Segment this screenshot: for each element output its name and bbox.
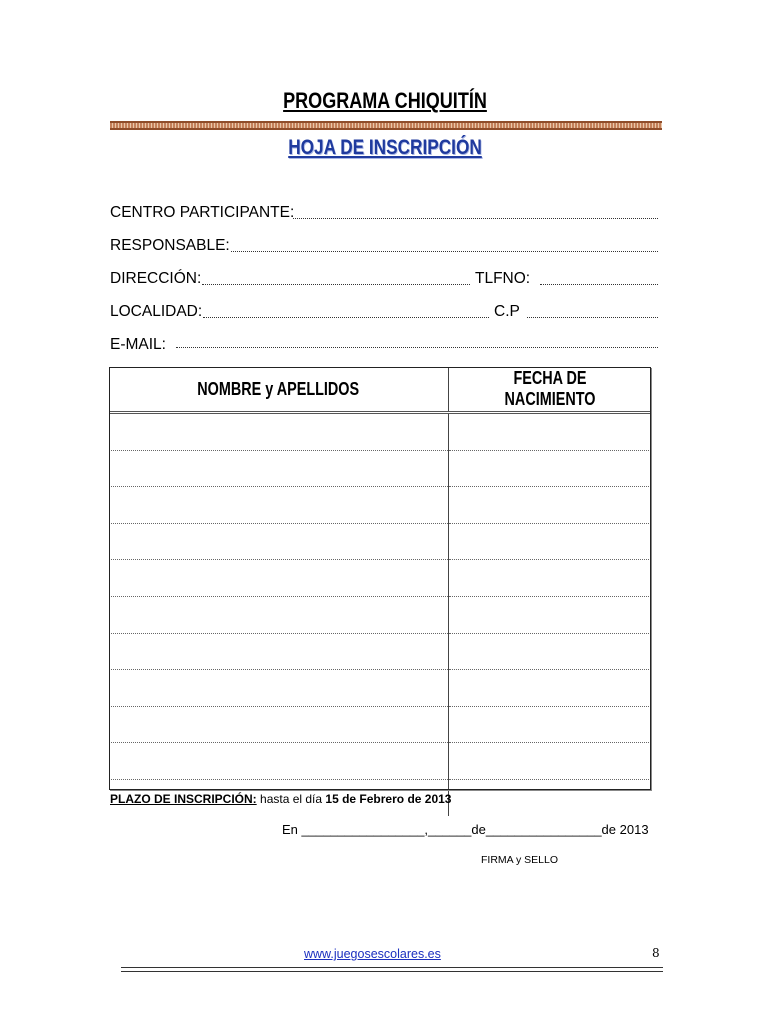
fecha-cell[interactable] (449, 743, 652, 780)
table-row (109, 487, 651, 524)
document-subtitle: HOJA DE INSCRIPCIÓN (288, 136, 482, 159)
centro-label: CENTRO PARTICIPANTE: (110, 204, 295, 221)
tlfno-label: TLFNO: (475, 270, 531, 287)
localidad-label: LOCALIDAD: (110, 303, 203, 320)
nombre-cell[interactable] (109, 633, 449, 670)
responsable-field[interactable] (231, 251, 658, 252)
nombre-cell[interactable] (109, 560, 449, 597)
table-row (109, 523, 651, 560)
table-row (109, 633, 651, 670)
table-row (109, 560, 651, 597)
document-title: PROGRAMA CHIQUITÍN (283, 88, 487, 113)
fecha-cell[interactable] (449, 413, 652, 451)
nombre-cell[interactable] (109, 523, 449, 560)
table-header-row (109, 367, 651, 413)
table-row (109, 670, 651, 707)
nombre-cell[interactable] (109, 596, 449, 633)
table-row (109, 743, 651, 780)
direccion-label: DIRECCIÓN: (110, 270, 202, 287)
nombre-cell[interactable] (109, 743, 449, 780)
cp-field[interactable] (527, 317, 658, 318)
nombre-cell[interactable] (109, 706, 449, 743)
deadline-text: hasta el día (260, 792, 323, 806)
direccion-field[interactable] (202, 284, 470, 285)
centro-field[interactable] (293, 218, 658, 219)
deadline-date: 15 de Febrero de 2013 (325, 792, 452, 806)
cp-label: C.P (494, 303, 520, 320)
email-label: E-MAIL: (110, 336, 166, 353)
tlfno-field[interactable] (540, 284, 658, 285)
registration-table (109, 367, 651, 816)
fecha-cell[interactable] (449, 706, 652, 743)
fecha-cell[interactable] (449, 633, 652, 670)
fecha-cell[interactable] (449, 523, 652, 560)
table-row (109, 596, 651, 633)
table-row (109, 413, 651, 451)
ornamental-divider (110, 121, 662, 130)
footer-rule (121, 967, 663, 968)
fecha-cell[interactable] (449, 670, 652, 707)
fecha-cell[interactable] (449, 560, 652, 597)
header-nombre: NOMBRE y APELLIDOS (109, 367, 449, 413)
responsable-label: RESPONSABLE: (110, 237, 230, 254)
signature-label: FIRMA y SELLO (481, 854, 559, 866)
nombre-cell[interactable] (109, 487, 449, 524)
fecha-cell[interactable] (449, 779, 652, 815)
nombre-cell[interactable] (109, 450, 449, 487)
page-number: 8 (652, 946, 660, 960)
fecha-cell[interactable] (449, 487, 652, 524)
website-link[interactable]: www.juegosescolares.es (304, 947, 441, 961)
deadline-label: PLAZO DE INSCRIPCIÓN: (110, 792, 257, 806)
fecha-cell[interactable] (449, 450, 652, 487)
table-row (109, 450, 651, 487)
table-row (109, 706, 651, 743)
email-field[interactable] (176, 347, 658, 348)
nombre-cell[interactable] (109, 670, 449, 707)
footer-rule-secondary (121, 971, 663, 972)
nombre-cell[interactable] (109, 413, 449, 451)
place-date-line[interactable]: En _________________,______de________________de 2013 (282, 822, 649, 837)
header-fecha: FECHA DE NACIMIENTO (449, 367, 652, 413)
localidad-field[interactable] (203, 317, 489, 318)
fecha-cell[interactable] (449, 596, 652, 633)
deadline-line (110, 792, 451, 806)
